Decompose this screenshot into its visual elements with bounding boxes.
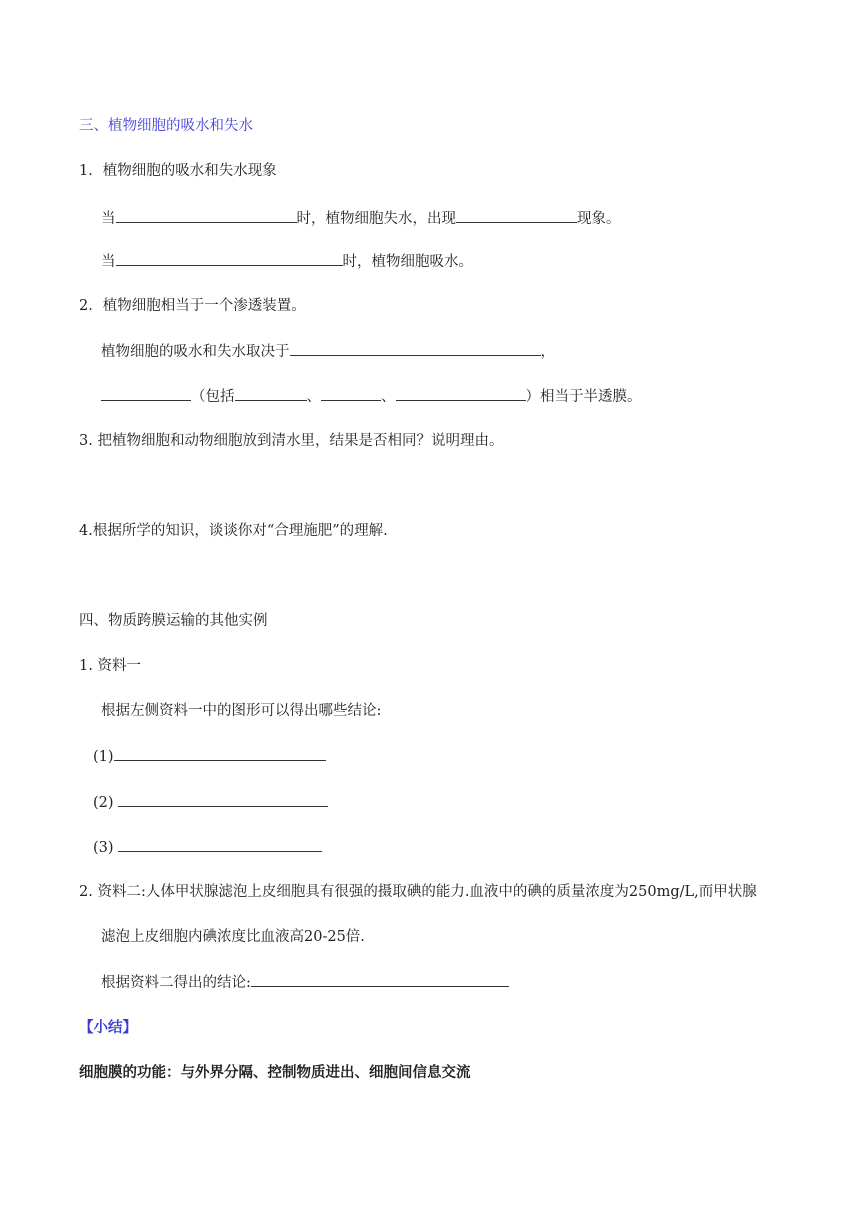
item-label: (2): [93, 795, 119, 811]
text: 时，植物细胞吸水。: [342, 254, 473, 270]
text: 植物细胞的吸水和失水取决于: [101, 344, 290, 360]
text: 现象。: [577, 211, 621, 227]
answer-blank[interactable]: [456, 208, 577, 223]
answer-blank[interactable]: [101, 386, 191, 401]
question-2-title: 2．植物细胞相当于一个渗透装置。: [79, 298, 306, 314]
question-1-line-1: [101, 208, 621, 229]
answer-blank[interactable]: [290, 341, 541, 356]
item-label: (3): [93, 840, 119, 856]
question-2-line-2: [101, 386, 642, 407]
text: （包括: [191, 389, 235, 405]
answer-blank[interactable]: [321, 386, 381, 401]
answer-blank[interactable]: [116, 208, 297, 223]
answer-blank[interactable]: [118, 837, 322, 852]
answer-blank[interactable]: [396, 386, 526, 401]
material-2-conclusion: [101, 972, 509, 993]
answer-blank[interactable]: [114, 746, 326, 761]
text: ，: [540, 344, 555, 360]
question-1-line-2: [101, 251, 473, 272]
text: 、: [306, 389, 321, 405]
conclusion-item-3: [93, 837, 322, 858]
text: 时，植物细胞失水，出现: [296, 211, 456, 227]
text: 当: [101, 211, 116, 227]
question-2-line-1: [101, 341, 555, 362]
text: 、: [381, 389, 396, 405]
material-2-line-2: 滤泡上皮细胞内碘浓度比血液高20-25倍.: [101, 929, 365, 945]
question-4: 4.根据所学的知识，谈谈你对“合理施肥”的理解.: [79, 523, 388, 539]
answer-blank[interactable]: [118, 792, 328, 807]
section-3-title: 三、植物细胞的吸水和失水: [79, 118, 253, 134]
text: 当: [101, 254, 116, 270]
conclusion-item-2: [93, 792, 328, 813]
question-1-title: 1．植物细胞的吸水和失水现象: [79, 163, 277, 179]
text: 根据资料二得出的结论:: [101, 975, 251, 991]
answer-blank[interactable]: [116, 251, 343, 266]
section-4-title: 四、物质跨膜运输的其他实例: [79, 613, 268, 629]
answer-blank[interactable]: [235, 386, 307, 401]
material-2-line-1: 2. 资料二:人体甲状腺滤泡上皮细胞具有很强的摄取碘的能力.血液中的碘的质量浓度为250mg/L,而甲状腺: [79, 884, 757, 900]
material-1-title: 1. 资料一: [79, 658, 141, 674]
summary-text: 细胞膜的功能：与外界分隔、控制物质进出、细胞间信息交流: [79, 1064, 471, 1081]
summary-heading: 【小结】: [79, 1019, 137, 1036]
answer-blank[interactable]: [251, 972, 509, 987]
question-3: 3. 把植物细胞和动物细胞放到清水里，结果是否相同？说明理由。: [79, 433, 504, 449]
item-label: (1): [93, 749, 114, 765]
material-1-prompt: 根据左侧资料一中的图形可以得出哪些结论:: [101, 703, 382, 719]
conclusion-item-1: [93, 746, 326, 767]
text: ）相当于半透膜。: [525, 389, 642, 405]
